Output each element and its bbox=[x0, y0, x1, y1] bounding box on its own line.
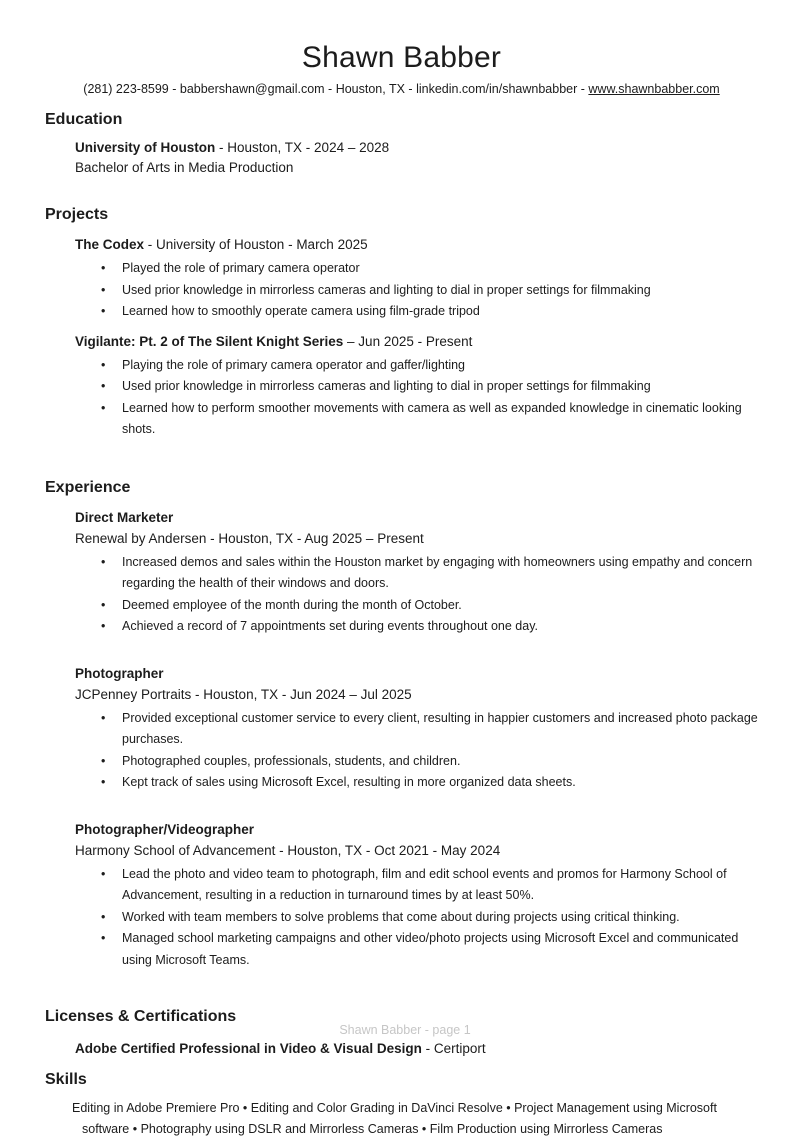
bullet-item: • Used prior knowledge in mirrorless cameras and lighting to dial in proper settings for filmmaking bbox=[101, 280, 758, 302]
page-footer: Shawn Babber - page 1 bbox=[339, 1023, 471, 1037]
bullet-item: • Used prior knowledge in mirrorless cameras and lighting to dial in proper settings for filmmaking bbox=[101, 376, 758, 398]
project-title: The Codex bbox=[75, 237, 145, 252]
certification-title: Adobe Certified Professional in Video & Visual Design bbox=[75, 1041, 422, 1056]
education-school: University of Houston bbox=[75, 140, 216, 155]
education-entry bbox=[75, 138, 758, 178]
job-entry bbox=[75, 820, 758, 972]
project-bullet-list bbox=[75, 355, 758, 441]
bullet-item: • Kept track of sales using Microsoft Excel, resulting in more organized data sheets. bbox=[101, 772, 758, 794]
contact-linkedin: linkedin.com/in/shawnbabber bbox=[416, 82, 578, 96]
bullet-item: • Learned how to smoothly operate camera using film-grade tripod bbox=[101, 301, 758, 323]
project-details: – Jun 2025 - Present bbox=[343, 333, 473, 349]
bullet-item: • Played the role of primary camera operator bbox=[101, 258, 758, 280]
job-bullet-list bbox=[75, 708, 758, 794]
project-entry bbox=[75, 235, 758, 323]
project-entry bbox=[75, 332, 758, 441]
bullet-item: • Achieved a record of 7 appointments set during events throughout one day. bbox=[101, 616, 758, 638]
job-subtitle: Harmony School of Advancement - Houston, TX - Oct 2021 - May 2024 bbox=[75, 842, 501, 858]
bullet-item: • Lead the photo and video team to photograph, film and edit school events and promos for Harmony School of Advancement, resulting in a reduction in turnaround times by at least 50%. bbox=[101, 864, 758, 907]
section-heading-licenses: Licenses & Certifications bbox=[45, 1008, 237, 1025]
job-title: Photographer bbox=[75, 665, 164, 681]
contact-separator: - bbox=[324, 82, 336, 96]
contact-separator: - bbox=[168, 82, 180, 96]
job-bullet-list bbox=[75, 552, 758, 638]
job-title: Direct Marketer bbox=[75, 509, 174, 525]
bullet-item: • Provided exceptional customer service to every client, resulting in happier customers and increased photo package purchases. bbox=[101, 708, 758, 751]
job-subtitle: Renewal by Andersen - Houston, TX - Aug 2025 – Present bbox=[75, 530, 424, 546]
section-heading-projects: Projects bbox=[45, 206, 109, 223]
contact-email: babbershawn@gmail.com bbox=[179, 82, 325, 96]
bullet-item: • Playing the role of primary camera operator and gaffer/lighting bbox=[101, 355, 758, 377]
section-heading-experience: Experience bbox=[45, 478, 131, 496]
section-heading-education: Education bbox=[45, 111, 123, 128]
job-subtitle: JCPenney Portraits - Houston, TX - Jun 2024 – Jul 2025 bbox=[75, 686, 412, 702]
job-bullet-list bbox=[75, 864, 758, 972]
bullet-item: • Photographed couples, professionals, students, and children. bbox=[101, 751, 758, 773]
contact-location: Houston, TX bbox=[335, 82, 405, 96]
bullet-item: • Deemed employee of the month during the month of October. bbox=[101, 595, 758, 617]
bullet-item: • Worked with team members to solve problems that come about during projects using critical thinking. bbox=[101, 907, 758, 929]
bullet-item: • Learned how to perform smoother movements with camera as well as expanded knowledge in cinematic looking shots. bbox=[101, 398, 758, 441]
education-school-details: - Houston, TX - 2024 – 2028 bbox=[215, 140, 390, 155]
contact-phone: (281) 223-8599 bbox=[83, 82, 169, 96]
contact-separator: - bbox=[577, 82, 589, 96]
certification-entry bbox=[75, 1039, 758, 1059]
job-title: Photographer/Videographer bbox=[75, 821, 255, 837]
contact-line bbox=[45, 81, 758, 98]
section-heading-skills: Skills bbox=[45, 1071, 87, 1088]
project-details: - University of Houston - March 2025 bbox=[144, 237, 368, 252]
contact-separator: - bbox=[404, 82, 417, 96]
bullet-item: • Managed school marketing campaigns and other video/photo projects using Microsoft Excel and communicated using Microsoft Teams. bbox=[101, 928, 758, 971]
job-entry bbox=[75, 664, 758, 794]
bullet-item: • Increased demos and sales within the Houston market by engaging with homeowners using empathy and concern regarding the health of their windows and doors. bbox=[101, 552, 758, 595]
education-degree: Bachelor of Arts in Media Production bbox=[75, 160, 294, 175]
certification-details: - Certiport bbox=[421, 1041, 486, 1056]
skills-list: Editing in Adobe Premiere Pro • Editing and Color Grading in DaVinci Resolve • Project Management using Microsoft software • Photography using DSLR and Mirrorless Cameras • Film Production using Mirrorless Cameras bbox=[72, 1101, 717, 1136]
page-title: Shawn Babber bbox=[301, 41, 502, 74]
project-title: Vigilante: Pt. 2 of The Silent Knight Series bbox=[75, 333, 344, 349]
job-entry bbox=[75, 508, 758, 638]
project-bullet-list bbox=[75, 258, 758, 323]
website-link[interactable]: www.shawnbabber.com bbox=[588, 82, 720, 96]
